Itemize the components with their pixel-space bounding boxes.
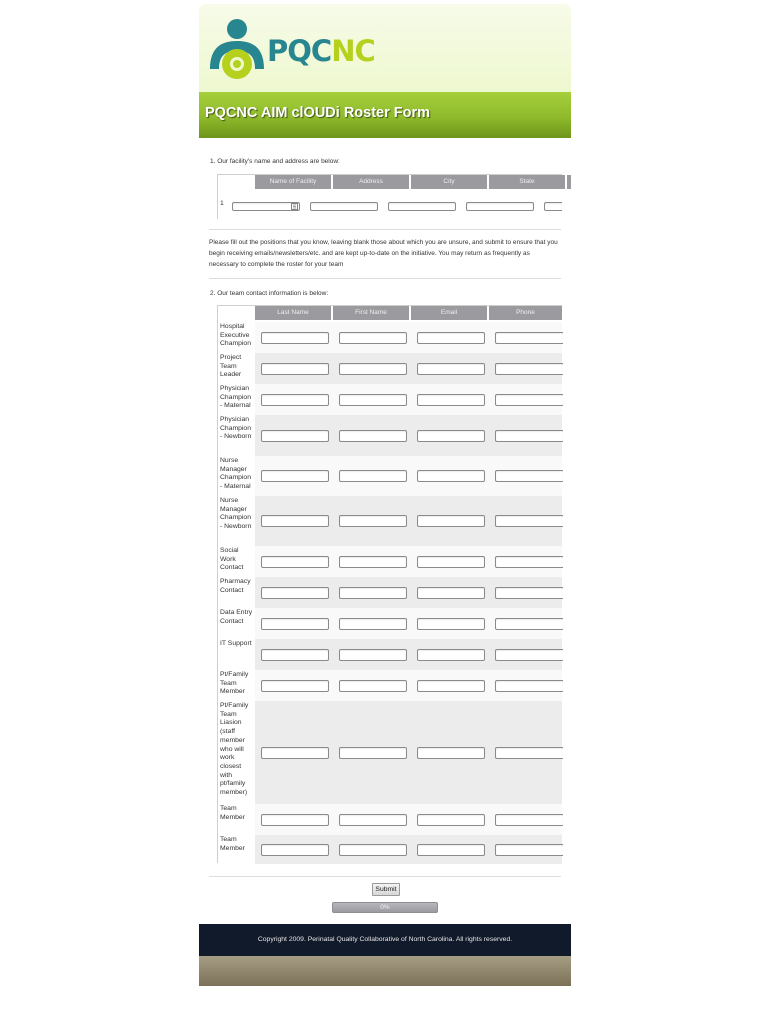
last-name-field[interactable] — [261, 844, 329, 856]
first-name-field[interactable] — [339, 649, 407, 661]
team-col-last-name: Last Name — [255, 306, 331, 320]
first-name-field[interactable] — [339, 332, 407, 344]
email-field[interactable] — [417, 618, 485, 630]
first-name-field[interactable] — [339, 747, 407, 759]
team-col-email: Email — [411, 306, 487, 320]
email-field[interactable] — [417, 430, 485, 442]
email-field[interactable] — [417, 747, 485, 759]
last-name-field[interactable] — [261, 618, 329, 630]
first-name-field[interactable] — [339, 680, 407, 692]
row-label: Data Entry Contact — [220, 609, 253, 625]
row-label: Project Team Leader — [220, 354, 242, 379]
last-name-field[interactable] — [261, 394, 329, 406]
row-label: Nurse Manager Champion - Maternal — [220, 457, 251, 491]
email-field[interactable] — [417, 470, 485, 482]
last-name-field[interactable] — [261, 470, 329, 482]
email-field[interactable] — [417, 394, 485, 406]
facility-state-field[interactable] — [466, 202, 534, 211]
last-name-field[interactable] — [261, 556, 329, 568]
divider — [209, 278, 561, 279]
facility-table — [217, 174, 562, 219]
title-bar — [199, 92, 571, 138]
team-question: 2. Our team contact information is below: — [210, 290, 329, 297]
footer — [199, 924, 571, 956]
email-field[interactable] — [417, 363, 485, 375]
row-label: IT Support — [220, 640, 252, 647]
first-name-field[interactable] — [339, 556, 407, 568]
row-label: Pharmacy Contact — [220, 578, 251, 594]
form-page — [199, 4, 571, 986]
facility-col-city: City — [411, 175, 487, 189]
progress-label: 0% — [380, 904, 390, 911]
facility-col-extra — [567, 175, 571, 189]
email-field[interactable] — [417, 556, 485, 568]
phone-field[interactable] — [495, 556, 563, 568]
email-field[interactable] — [417, 814, 485, 826]
phone-field[interactable] — [495, 332, 563, 344]
email-field[interactable] — [417, 515, 485, 527]
header — [199, 4, 571, 92]
row-label: Physician Champion - Newborn — [220, 416, 252, 441]
team-table — [217, 305, 562, 863]
first-name-field[interactable] — [339, 844, 407, 856]
row-label: Pt/Family Team Member — [220, 671, 249, 696]
email-field[interactable] — [417, 844, 485, 856]
facility-address-field[interactable] — [310, 202, 378, 211]
email-field[interactable] — [417, 587, 485, 599]
last-name-field[interactable] — [261, 649, 329, 661]
phone-field[interactable] — [495, 747, 563, 759]
divider — [209, 229, 561, 230]
row-label: Pt/Family Team Liasion (staff member who will work closest with pt/family member) — [220, 702, 249, 797]
last-name-field[interactable] — [261, 747, 329, 759]
phone-field[interactable] — [495, 470, 563, 482]
facility-col-state: State — [489, 175, 565, 189]
phone-field[interactable] — [495, 515, 563, 527]
form-title: PQCNC AIM clOUDi Roster Form — [205, 105, 431, 121]
last-name-field[interactable] — [261, 363, 329, 375]
email-field[interactable] — [417, 649, 485, 661]
facility-row-number: 1 — [220, 200, 224, 207]
email-field[interactable] — [417, 680, 485, 692]
pqcnc-logo-icon — [208, 17, 266, 83]
first-name-field[interactable] — [339, 515, 407, 527]
logo-wordmark: PQCNC — [267, 34, 375, 68]
calendar-picker-icon[interactable] — [291, 203, 298, 210]
row-label: Team Member — [220, 805, 245, 821]
first-name-field[interactable] — [339, 618, 407, 630]
submit-button[interactable]: Submit — [372, 883, 400, 896]
last-name-field[interactable] — [261, 814, 329, 826]
divider — [209, 876, 561, 877]
last-name-field[interactable] — [261, 332, 329, 344]
instructions-text: Please fill out the positions that you know, leaving blank those about which you are unsure, and submit to ensure that you begin receiving emails/newsletters/etc. and are kept up-to-date on the initiative. You may return as frequently as necessary to complete the roster for your team — [209, 239, 558, 268]
phone-field[interactable] — [495, 814, 563, 826]
progress-bar — [332, 902, 438, 913]
facility-extra-field[interactable] — [544, 202, 562, 211]
last-name-field[interactable] — [261, 587, 329, 599]
facility-col-address: Address — [333, 175, 409, 189]
first-name-field[interactable] — [339, 394, 407, 406]
phone-field[interactable] — [495, 430, 563, 442]
facility-name-field[interactable] — [232, 202, 300, 211]
team-col-first-name: First Name — [333, 306, 409, 320]
last-name-field[interactable] — [261, 430, 329, 442]
phone-field[interactable] — [495, 680, 563, 692]
phone-field[interactable] — [495, 649, 563, 661]
row-label: Social Work Contact — [220, 547, 244, 572]
facility-city-field[interactable] — [388, 202, 456, 211]
row-label: Hospital Executive Champion — [220, 323, 251, 348]
row-label: Physician Champion - Maternal — [220, 385, 251, 410]
facility-col-name: Name of Facility — [255, 175, 331, 189]
bottom-banner — [199, 956, 571, 986]
row-label: Team Member — [220, 836, 245, 852]
first-name-field[interactable] — [339, 470, 407, 482]
phone-field[interactable] — [495, 363, 563, 375]
first-name-field[interactable] — [339, 587, 407, 599]
phone-field[interactable] — [495, 587, 563, 599]
row-label: Nurse Manager Champion - Newborn — [220, 497, 252, 531]
email-field[interactable] — [417, 332, 485, 344]
last-name-field[interactable] — [261, 680, 329, 692]
last-name-field[interactable] — [261, 515, 329, 527]
first-name-field[interactable] — [339, 363, 407, 375]
phone-field[interactable] — [495, 844, 563, 856]
facility-question: 1. Our facility's name and address are below: — [210, 158, 340, 165]
copyright-text: Copyright 2009. Perinatal Quality Collaborative of North Carolina. All rights reserved. — [257, 936, 513, 943]
team-col-phone: Phone — [489, 306, 562, 320]
phone-field[interactable] — [495, 394, 563, 406]
first-name-field[interactable] — [339, 814, 407, 826]
phone-field[interactable] — [495, 618, 563, 630]
first-name-field[interactable] — [339, 430, 407, 442]
